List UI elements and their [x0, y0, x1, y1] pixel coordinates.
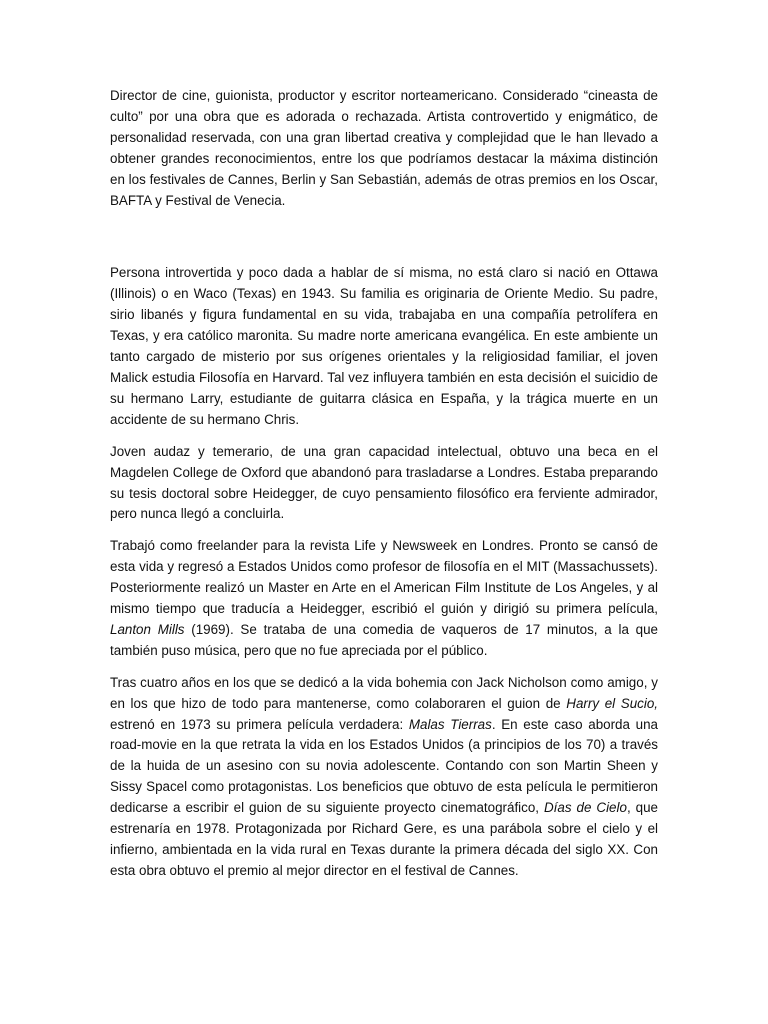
film-title: Lanton Mills [110, 621, 185, 637]
film-title: Malas Tierras [408, 716, 492, 732]
paragraph-intro [110, 86, 658, 211]
paragraph-early-life [110, 263, 658, 430]
paragraph-text: Trabajó como freelander para la revista Life y Newsweek en Londres. Pronto se cansó de esta vida y regresó a Estados Unidos como profesor de filosofía en el MIT (Massachussets). Posteriormente realizó un Master en Arte en el American Film Institute de Los Angeles, y al mismo tiempo que traducía a Heidegger, escribió el guión y dirigió su primera película, [110, 538, 658, 617]
paragraph-text: estrenó en 1973 su primera película verdadera: [110, 716, 409, 732]
film-title: Días de Cielo [544, 800, 627, 816]
paragraph-filmography [110, 673, 658, 882]
paragraph-text: Director de cine, guionista, productor y escritor norteamericano. Considerado “cineasta de culto” por una obra que es adorada o rechazada. Artista controvertido y enigmático, de personalidad reservada, con una gran libertad creativa y complejidad que le han llevado a obtener grandes reconocimientos, entre los que podríamos destacar la máxima distinción en los festivales de Cannes, Berlin y San Sebastián, además de otras premios en los Oscar, BAFTA y Festival de Venecia. [110, 88, 658, 208]
paragraph-text: (1969). Se trataba de una comedia de vaqueros de 17 minutos, a la que también puso música, pero que no fue apreciada por el público. [110, 621, 658, 658]
document-body [110, 86, 658, 893]
paragraph-text: Persona introvertida y poco dada a hablar de sí misma, no está claro si nació en Ottawa (Illinois) o en Waco (Texas) en 1943. Su familia es originaria de Oriente Medio. Su padre, sirio libanés y figura fundamental en su vida, trabajaba en una compañía petrolífera en Texas, y era católico maronita. Su madre norte americana evangélica. En este ambiente un tanto cargado de misterio por sus orígenes orientales y la religiosidad familiar, el joven Malick estudia Filosofía en Harvard. Tal vez influyera también en esta decisión el suicidio de su hermano Larry, estudiante de guitarra clásica en España, y la trágica muerte en un accidente de su hermano Chris. [110, 265, 658, 427]
paragraph-text: Tras cuatro años en los que se dedicó a la vida bohemia con Jack Nicholson como amigo, y en los que hizo de todo para mantenerse, como colaboraren el guion de [110, 674, 658, 711]
paragraph-text: Joven audaz y temerario, de una gran capacidad intelectual, obtuvo una beca en el Magdelen College de Oxford que abandonó para trasladarse a Londres. Estaba preparando su tesis doctoral sobre Heidegger, de cuyo pensamiento filosófico era ferviente admirador, pero nunca llegó a concluirla. [110, 443, 658, 522]
paragraph-oxford [110, 442, 658, 526]
paragraph-text: . En este caso aborda una road-movie en la que retrata la vida en los Estados Unidos (a principios de los 70) a través de la huida de un asesino con su novia adolescente. Contando con son Martin Sheen y Sissy Spacel como protagonistas. Los beneficios que obtuvo de esta película le permitieron dedicarse a escribir el guion de su siguiente proyecto cinematográfico, [110, 716, 658, 816]
film-title: Harry el Sucio, [566, 695, 658, 711]
paragraph-career-start [110, 536, 658, 661]
paragraph-text: , que estrenaría en 1978. Protagonizada por Richard Gere, es una parábola sobre el cielo y el infierno, ambientada en la vida rural en Texas durante la primera década del siglo XX. Con esta obra obtuvo el premio al mejor director en el festival de Cannes. [110, 800, 658, 878]
